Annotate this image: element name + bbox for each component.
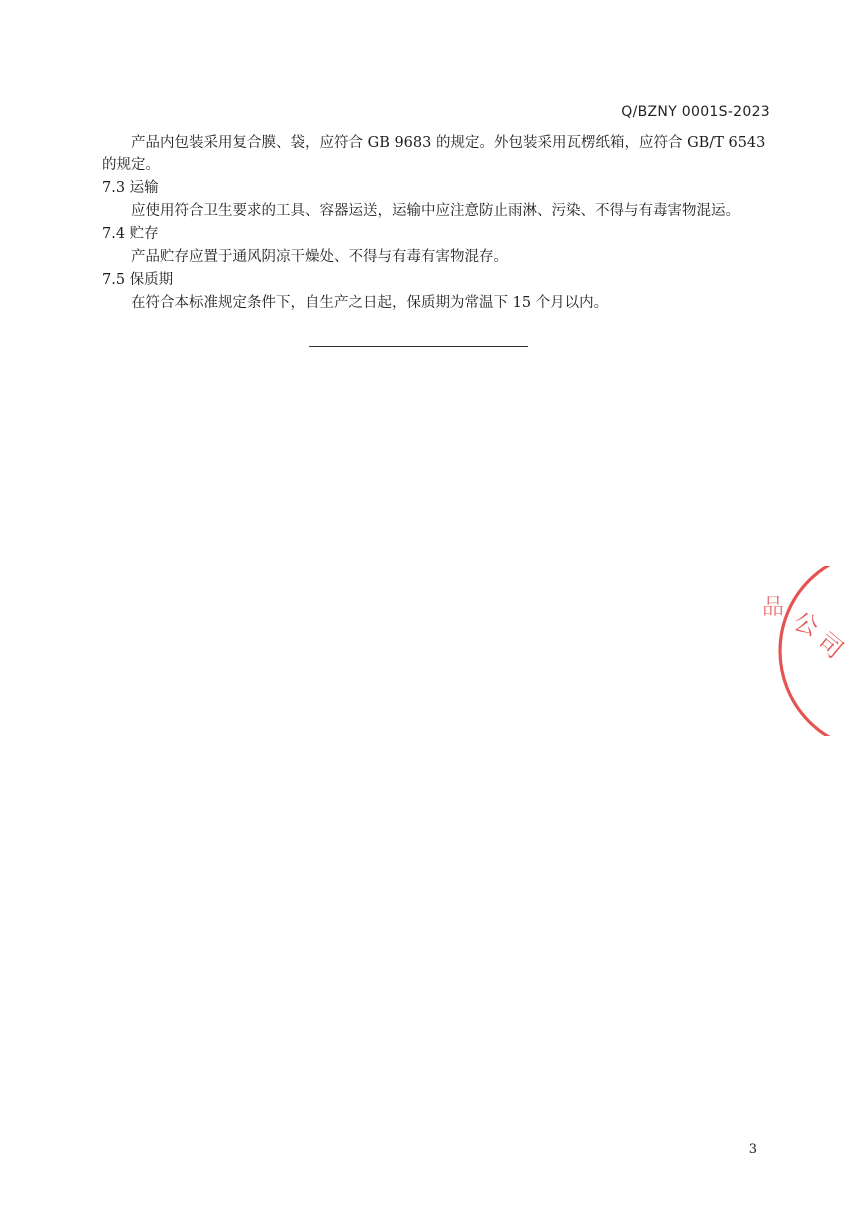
transport-paragraph: 应使用符合卫生要求的工具、容器运送，运输中应注意防止雨淋、污染、不得与有毒害物混运。 xyxy=(131,203,740,219)
end-of-standard-rule xyxy=(309,346,528,347)
svg-text:司: 司 xyxy=(812,627,849,665)
packaging-paragraph-line1: 产品内包装采用复合膜、袋，应符合 GB 9683 的规定。外包装采用瓦楞纸箱，应符合 GB/T 6543 xyxy=(131,135,766,151)
standard-code: Q/BZNY 0001S-2023 xyxy=(621,104,770,120)
section-heading-transport: 7.3 运输 xyxy=(102,180,159,196)
company-seal-stamp xyxy=(740,566,860,736)
packaging-paragraph-line2: 的规定。 xyxy=(102,157,160,173)
storage-paragraph: 产品贮存应置于通风阴凉干燥处、不得与有毒有害物混存。 xyxy=(131,249,508,265)
section-heading-shelf-life: 7.5 保质期 xyxy=(102,272,174,288)
svg-text:公: 公 xyxy=(789,607,823,642)
shelf-life-paragraph: 在符合本标准规定条件下，自生产之日起，保质期为常温下 15 个月以内。 xyxy=(131,295,609,311)
svg-text:品: 品 xyxy=(762,595,785,620)
page-number: 3 xyxy=(748,1142,757,1157)
section-heading-storage: 7.4 贮存 xyxy=(102,226,159,242)
